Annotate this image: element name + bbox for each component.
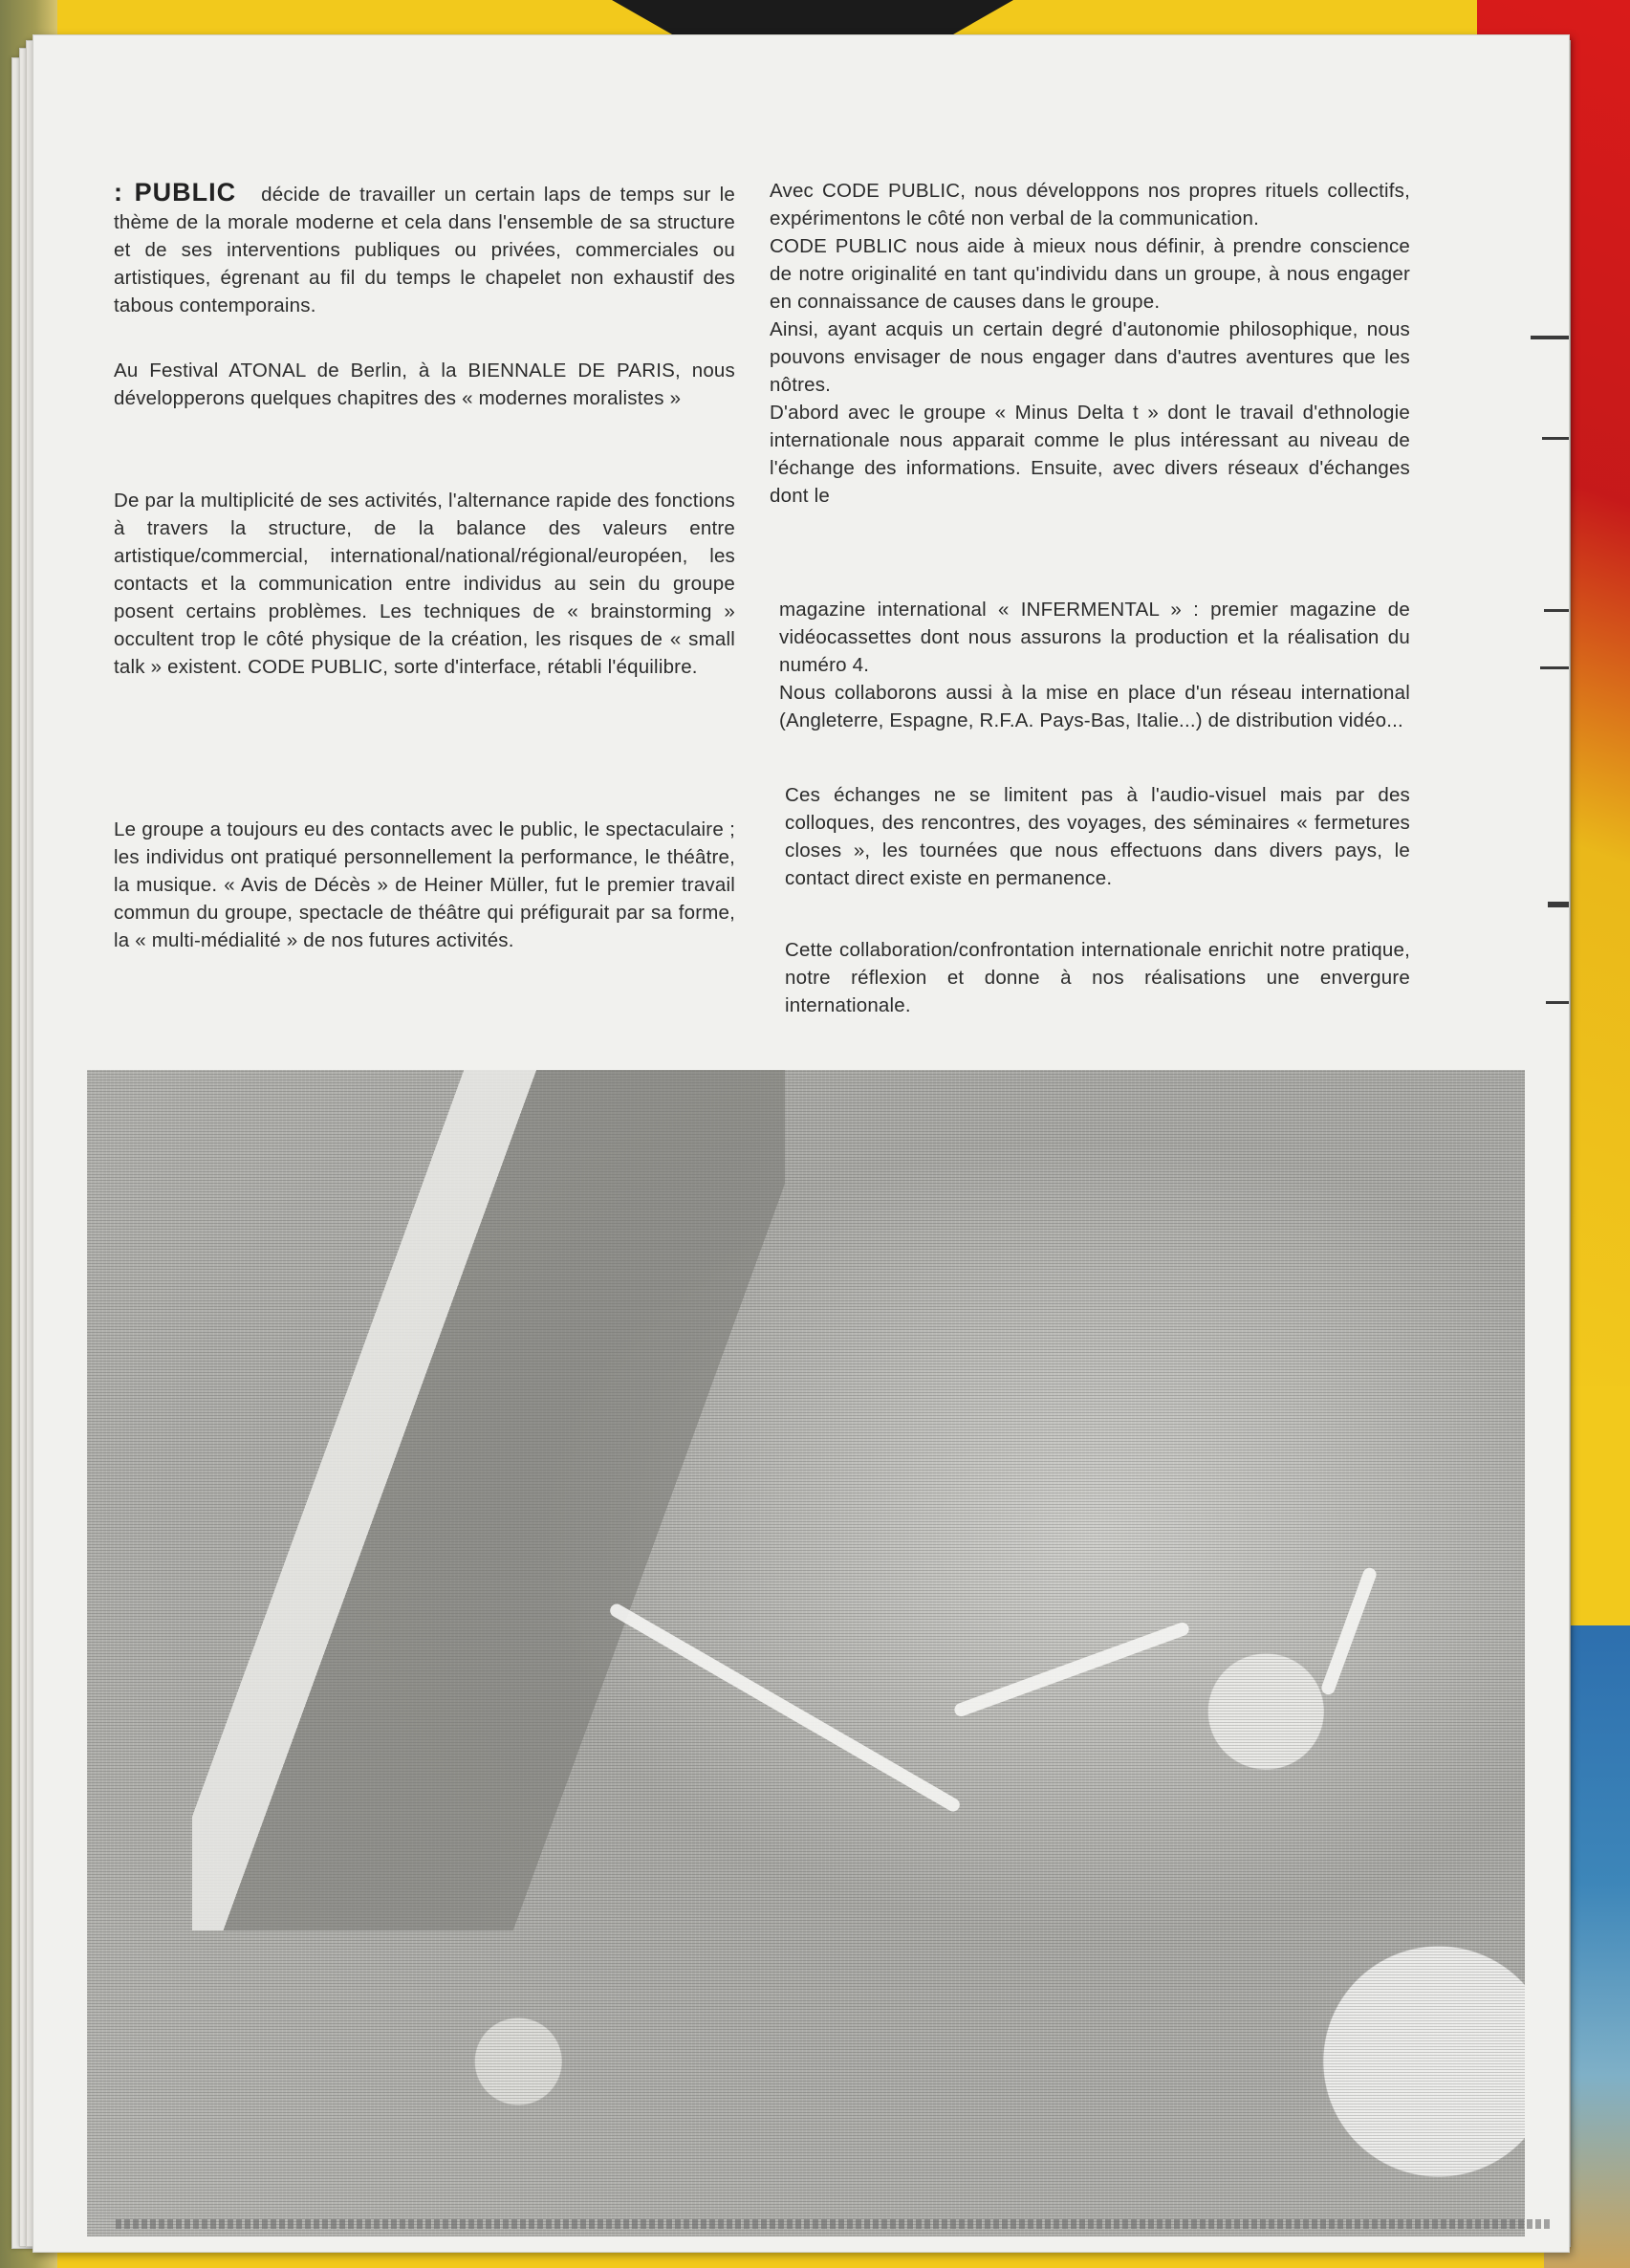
lead-heading: : PUBLIC — [114, 178, 237, 207]
margin-tick — [1531, 336, 1569, 339]
right-paragraph-5-text: magazine international « INFERMENTAL » : premier magazine de vidéocassettes dont nous assurons la production et la réalisation du numéro 4. — [779, 599, 1410, 676]
photo-cone-shape — [192, 1070, 785, 1930]
left-paragraph-2 — [114, 357, 735, 412]
document-page — [33, 34, 1570, 2253]
right-paragraph-7-text: Ces échanges ne se limitent pas à l'audio-visuel mais par des colloques, des rencontres, des voyages, des séminaires « fermetures closes », les tournées que nous effectuons dans divers pays, le contact direct existe en permanence. — [785, 784, 1410, 889]
right-paragraph-1-text: Avec CODE PUBLIC, nous développons nos propres rituels collectifs, expérimentons le côté non verbal de la communication. — [770, 180, 1410, 229]
left-paragraph-4-text: Le groupe a toujours eu des contacts avec le public, le spectaculaire ; les individus ont pratiqué personnellement la performance, le théâtre, la musique. « Avis de Décès » de Heiner Müller, fut le premier travail commun du groupe, spectacle de théâtre qui préfigurait par sa forme, la « multi-médialité » de nos futures activités. — [114, 818, 735, 951]
right-paragraph-8 — [785, 936, 1410, 1019]
margin-tick — [1546, 1001, 1569, 1004]
right-paragraph-8-text: Cette collaboration/confrontation internationale enrichit notre pratique, notre réflexion et donne à nos réalisations une envergure internationale. — [785, 939, 1410, 1016]
right-paragraph-2-text: CODE PUBLIC nous aide à mieux nous définir, à prendre conscience de notre originalité en tant qu'individu dans un groupe, à nous engager en connaissance de causes dans le groupe. — [770, 235, 1410, 313]
margin-tick — [1542, 437, 1569, 440]
margin-tick — [1548, 902, 1569, 907]
right-paragraph-1 — [770, 177, 1410, 510]
photo-caption-strip — [116, 2219, 1550, 2229]
left-paragraph-1-text: décide de travailler un certain laps de temps sur le thème de la morale moderne et cela dans l'ensemble de sa structure et de ses interventions publiques ou privées, commerciales ou artistiques, égrenant au fil du temps le chapelet non exhaustif des tabous contemporains. — [114, 184, 735, 316]
photocopied-photo — [87, 1070, 1525, 2236]
margin-tick — [1544, 609, 1569, 612]
left-paragraph-4 — [114, 816, 735, 954]
photo-highlight — [1319, 1566, 1378, 1696]
left-paragraph-3-text: De par la multiplicité de ses activités, l'alternance rapide des fonctions à travers la structure, de la balance des valeurs entre artistique/commercial, international/national/régional/européen, les contacts et la communication entre individus au sein du groupe posent certains problèmes. Les techniques de « brainstorming » occultent trop le côté physique de la création, les risques de « small talk » existent. CODE PUBLIC, sorte d'interface, rétabli l'équilibre. — [114, 490, 735, 678]
right-paragraph-7 — [785, 781, 1410, 892]
photo-highlight — [952, 1621, 1190, 1718]
right-paragraph-6-text: Nous collaborons aussi à la mise en place d'un réseau international (Angleterre, Espagne, R.F.A. Pays-Bas, Italie...) de distribution vidéo... — [779, 682, 1410, 731]
right-paragraph-3-text: Ainsi, ayant acquis un certain degré d'autonomie philosophique, nous pouvons envisager de nous engager dans d'autres aventures que les nôtres. — [770, 318, 1410, 396]
right-paragraph-4-text: D'abord avec le groupe « Minus Delta t » dont le travail d'ethnologie internationale nous apparait comme le plus intéressant au niveau de l'échange des informations. Ensuite, avec divers réseaux d'échanges dont le — [770, 402, 1410, 507]
left-paragraph-2-text: Au Festival ATONAL de Berlin, à la BIENNALE DE PARIS, nous développerons quelques chapitres des « modernes moralistes » — [114, 360, 735, 409]
right-paragraph-5 — [779, 596, 1410, 734]
left-paragraph-3 — [114, 487, 735, 681]
left-paragraph-1 — [114, 179, 735, 319]
margin-tick — [1540, 666, 1569, 669]
